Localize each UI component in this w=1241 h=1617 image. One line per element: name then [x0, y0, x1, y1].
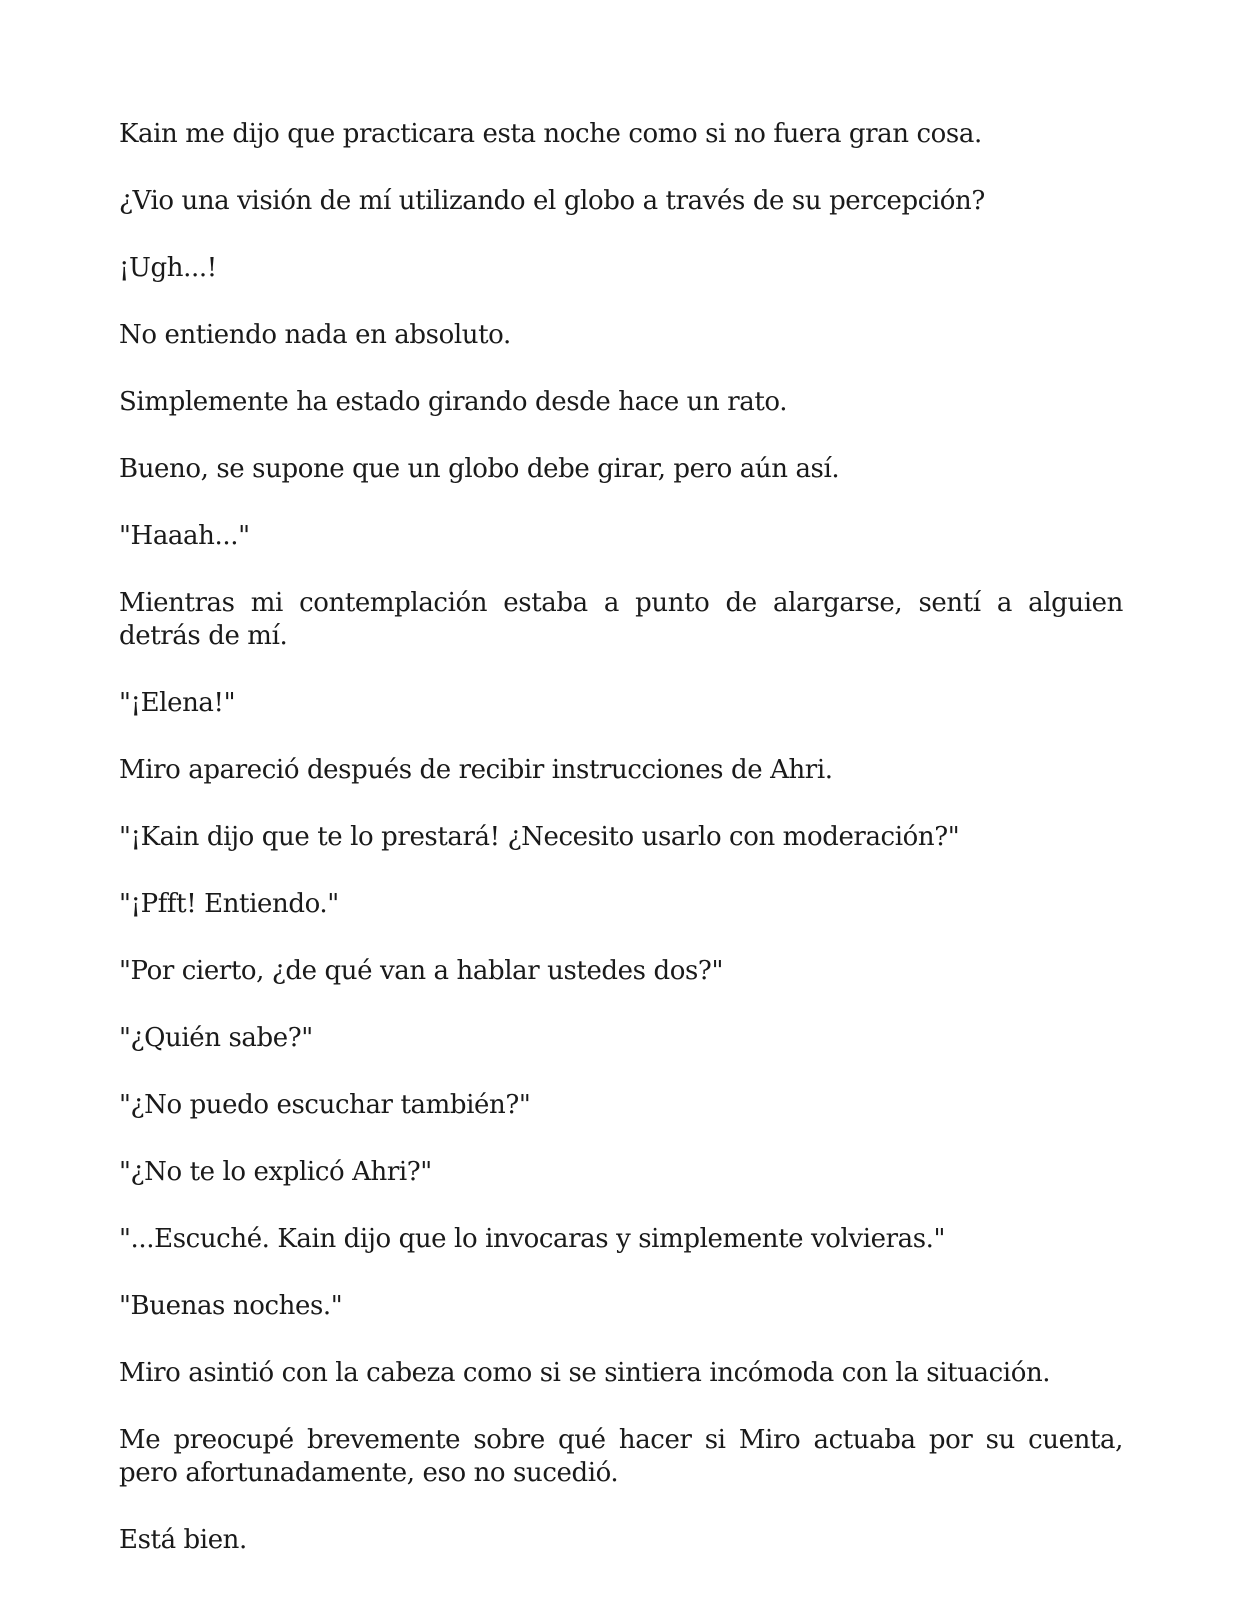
paragraph: Bueno, se supone que un globo debe girar, pero aún así. — [119, 454, 840, 484]
document-body — [119, 118, 1123, 1591]
paragraph: Mientras mi contemplación estaba a punto de alargarse, sentí a alguien detrás de mí. — [119, 588, 1123, 651]
paragraph: Está bien. — [119, 1525, 247, 1555]
paragraph: "...Escuché. Kain dijo que lo invocaras y simplemente volvieras." — [119, 1224, 946, 1254]
paragraph: Me preocupé brevemente sobre qué hacer si Miro actuaba por su cuenta, pero afortunadamente, eso no sucedió. — [119, 1425, 1123, 1488]
paragraph: Kain me dijo que practicara esta noche como si no fuera gran cosa. — [119, 119, 982, 149]
paragraph: "Por cierto, ¿de qué van a hablar ustedes dos?" — [119, 956, 724, 986]
paragraph: No entiendo nada en absoluto. — [119, 320, 511, 350]
paragraph: Miro asintió con la cabeza como si se sintiera incómoda con la situación. — [119, 1358, 1051, 1388]
paragraph: "¿Quién sabe?" — [119, 1023, 313, 1053]
paragraph: Simplemente ha estado girando desde hace un rato. — [119, 387, 788, 417]
paragraph: "Buenas noches." — [119, 1291, 343, 1321]
paragraph: "Haaah..." — [119, 521, 250, 551]
paragraph: "¡Pfft! Entiendo." — [119, 889, 339, 919]
paragraph: "¿No te lo explicó Ahri?" — [119, 1157, 432, 1187]
paragraph: ¿Vio una visión de mí utilizando el globo a través de su percepción? — [119, 186, 985, 216]
paragraph: "¿No puedo escuchar también?" — [119, 1090, 531, 1120]
paragraph: "¡Kain dijo que te lo prestará! ¿Necesito usarlo con moderación?" — [119, 822, 960, 852]
paragraph: "¡Elena!" — [119, 688, 236, 718]
paragraph: Miro apareció después de recibir instrucciones de Ahri. — [119, 755, 833, 785]
paragraph: ¡Ugh...! — [119, 253, 217, 283]
